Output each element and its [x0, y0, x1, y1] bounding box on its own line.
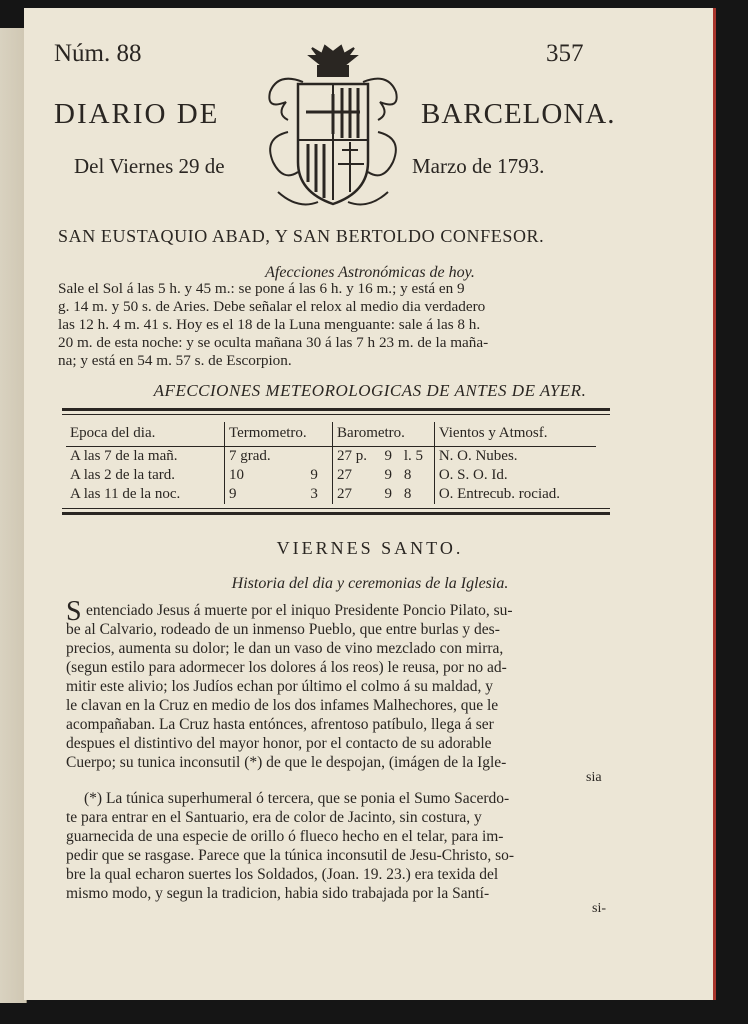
body-line: (segun estilo para adormecer los dolores á los reos) le reusa, por no ad-: [66, 659, 507, 676]
astronomy-line: na; y está en 54 m. 57 s. de Escorpion.: [58, 352, 292, 369]
cell-barometro-frac: 8: [403, 486, 412, 502]
drop-cap: S: [66, 596, 82, 627]
cell-barometro-p: 27: [333, 466, 381, 485]
left-page-edge: [0, 28, 27, 1003]
cell-termometro-grad: 9: [225, 485, 307, 504]
body-line: be al Calvario, rodeado de un inmenso Pueblo, que entre burlas y des-: [66, 621, 500, 638]
page-number: 357: [546, 40, 584, 67]
header-barometro: Barometro.: [333, 422, 435, 447]
cell-barometro-frac: 8: [403, 467, 412, 483]
body-catchword: sia: [586, 770, 602, 785]
astronomy-heading: Afecciones Astronómicas de hoy.: [265, 264, 475, 281]
body-line: Cuerpo; su tunica inconsutil (*) de que le despojan, (imágen de la Igle-: [66, 754, 507, 771]
cell-vientos: O. Entrecub. rociad.: [434, 485, 596, 504]
body-line: mitir este alivio; los Judíos echan por último el colmo á su maldad, y: [66, 678, 494, 695]
body-line: le clavan en la Cruz en medio de los dos infames Malhechores, que le: [66, 697, 499, 714]
astronomy-line: Sale el Sol á las 5 h. y 45 m.: se pone á las 6 h. y 16 m.; y está en 9: [58, 280, 465, 297]
newspaper-page: [24, 8, 716, 1000]
footnote-line: mismo modo, y segun la tradicion, habia sido trabajada por la Santí-: [66, 885, 490, 902]
cell-termometro-frac: 3: [310, 486, 318, 502]
header-epoca: Epoca del dia.: [66, 422, 225, 447]
cell-vientos: N. O. Nubes.: [434, 447, 596, 467]
footnote-line: (*) La túnica superhumeral ó tercera, que se ponia el Sumo Sacerdo-: [84, 790, 510, 807]
section-title: VIERNES SANTO.: [276, 538, 464, 558]
cell-epoca: A las 11 de la noc.: [70, 486, 181, 502]
cell-barometro-p: 27 p.: [333, 447, 381, 467]
table-row: [66, 466, 596, 485]
body-line: despues el distintivo del mayor honor, por el contacto de su adorable: [66, 735, 492, 752]
cell-termometro-grad: 10: [225, 466, 307, 485]
table-row: [66, 447, 596, 467]
coat-of-arms-icon: [258, 42, 408, 212]
footnote-line: bre la qual echaron suertes los Soldados, (Joan. 19. 23.) era texida del: [66, 866, 499, 883]
meteorology-table: [62, 408, 610, 516]
cell-termometro-frac: [306, 447, 332, 467]
astronomy-line: 20 m. de esta noche: y se oculta mañana 30 á las 7 h 23 m. de la maña-: [58, 334, 489, 351]
cell-termometro-grad: 7 grad.: [225, 447, 307, 467]
table-rule-top: [62, 408, 610, 411]
issue-number: Núm. 88: [54, 40, 142, 67]
section-subtitle: Historia del dia y ceremonias de la Iglesia.: [231, 575, 509, 592]
footnote-catchword: si-: [592, 901, 606, 916]
body-line: acompañaban. La Cruz hasta entónces, afrentoso patíbulo, llega á ser: [66, 716, 494, 733]
date-left: Del Viernes 29 de: [74, 154, 225, 178]
cell-epoca: A las 2 de la tard.: [70, 467, 175, 483]
cell-termometro-frac: 9: [310, 467, 318, 483]
footnote-line: pedir que se rasgase. Parece que la túnica inconsutil de Jesu-Christo, so-: [66, 847, 515, 864]
header-vientos: Vientos y Atmosf.: [434, 422, 596, 447]
table-rule-top-thin: [62, 414, 610, 415]
title-right: BARCELONA.: [421, 98, 616, 130]
footnote-line: guarnecida de una especie de orillo ó flueco hecho en el telar, para im-: [66, 828, 504, 845]
astronomy-line: g. 14 m. y 50 s. de Aries. Debe señalar el relox al medio dia verdadero: [58, 298, 486, 315]
cell-barometro-frac: l. 5: [403, 448, 423, 464]
saints-of-the-day: SAN EUSTAQUIO ABAD, Y SAN BERTOLDO CONFESOR.: [58, 226, 545, 246]
body-line: precios, aumenta su dolor; le dan un vaso de vino mezclado con mirra,: [66, 640, 504, 657]
astronomy-line: las 12 h. 4 m. 41 s. Hoy es el 18 de la Luna menguante: sale á las 8 h.: [58, 316, 481, 333]
table-row: [66, 485, 596, 504]
cell-barometro-l: 9: [384, 467, 393, 483]
date-right: Marzo de 1793.: [412, 154, 545, 178]
table-rule-bottom: [62, 512, 610, 515]
cell-barometro-p: 27: [333, 485, 381, 504]
title-left: DIARIO DE: [54, 98, 220, 130]
table-rule-bottom-thin: [62, 508, 610, 509]
cell-epoca: A las 7 de la mañ.: [70, 448, 178, 464]
cell-barometro-l: 9: [384, 486, 393, 502]
cell-vientos: O. S. O. Id.: [434, 466, 596, 485]
header-termometro: Termometro.: [225, 422, 333, 447]
cell-barometro-l: 9: [384, 448, 393, 464]
table-header-row: [66, 422, 596, 447]
footnote-line: te para entrar en el Santuario, era de color de Jacinto, sin costura, y: [66, 809, 482, 826]
meteorology-heading: AFECCIONES METEOROLOGICAS DE ANTES DE AYER.: [153, 381, 587, 400]
body-line: entenciado Jesus á muerte por el iniquo Presidente Poncio Pilato, su-: [86, 602, 513, 619]
